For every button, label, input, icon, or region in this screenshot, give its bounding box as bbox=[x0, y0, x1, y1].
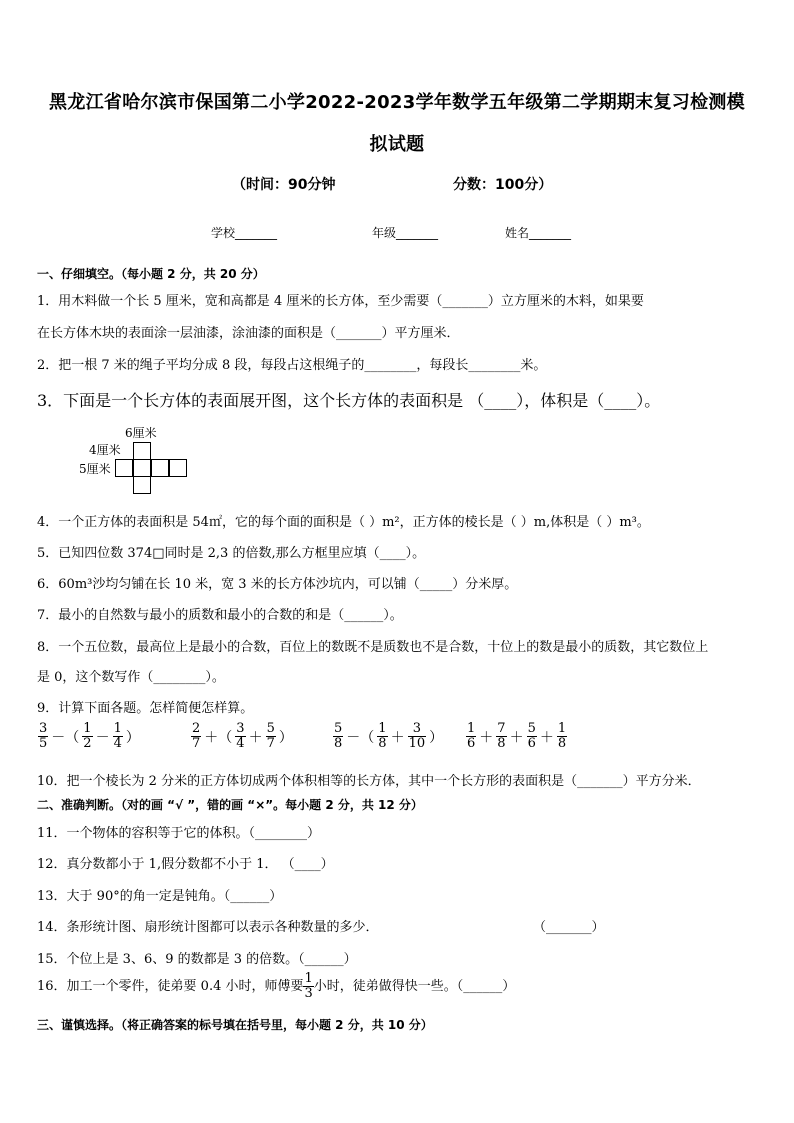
page-title: 黑龙江省哈尔滨市保国第二小学2022-2023学年数学五年级第二学期期末复习检测模 bbox=[49, 92, 745, 113]
fraction: $\frac{1}{8}$ bbox=[557, 721, 567, 751]
fraction: $\frac{3}{10}$ bbox=[408, 721, 426, 751]
fraction: $\frac{1}{8}$ bbox=[378, 721, 387, 751]
question-3: 3．下面是一个长方体的表面展开图，这个长方体的表面积是 （____），体积是（____）。 bbox=[37, 391, 661, 410]
net-face bbox=[133, 459, 151, 477]
fraction: $\frac{5}{7}$ bbox=[266, 721, 275, 751]
total-score: 分数：100分） bbox=[453, 177, 553, 193]
section-multiple-choice: 三、谨慎选择。（将正确答案的标号填在括号里，每小题 2 分，共 10 分） bbox=[37, 1018, 433, 1032]
question-7: 7．最小的自然数与最小的质数和最小的合数的和是（______）。 bbox=[37, 608, 403, 623]
cuboid-net-diagram bbox=[75, 424, 205, 500]
question-12: 12．真分数都小于 1,假分数都不小于 1． （____） bbox=[37, 857, 334, 872]
fraction: $\frac{2}{7}$ bbox=[192, 721, 201, 751]
question-16: 16．加工一个零件，徒弟要 0.4 小时，师傅要 $\frac{1}{3}$ 小时，徒弟做得快一些。（______） bbox=[37, 971, 516, 1001]
question-2: 2．把一根 7 米的绳子平均分成 8 段，每段占这根绳子的________，每段长________米。 bbox=[37, 358, 547, 373]
question-1-continued: 在长方体木块的表面涂一层油漆，涂油漆的面积是（_______）平方厘米． bbox=[37, 326, 460, 341]
net-length-label: 6厘米 bbox=[125, 426, 157, 440]
net-width-label: 4厘米 bbox=[89, 443, 121, 457]
fraction: $\frac{5}{8}$ bbox=[334, 721, 343, 751]
question-14: 14．条形统计图、扇形统计图都可以表示各种数量的多少． bbox=[37, 920, 379, 935]
net-face bbox=[133, 476, 151, 494]
question-13: 13．大于 90°的角一定是钝角。（______） bbox=[37, 889, 283, 904]
expression-1: $\frac{3}{5}$ －（ $\frac{1}{2}$ － $\frac{1}{4}$ ） bbox=[39, 721, 140, 751]
fraction: $\frac{7}{8}$ bbox=[497, 721, 506, 751]
fraction: $\frac{3}{4}$ bbox=[236, 721, 245, 751]
page-title-continued: 拟试题 bbox=[369, 134, 425, 155]
section-fill-in: 一、仔细填空。（每小题 2 分，共 20 分） bbox=[37, 267, 265, 281]
question-8: 8．一个五位数，最高位上是最小的合数，百位上的数既不是质数也不是合数，十位上的数是最小的质数，其它数位上 bbox=[37, 640, 709, 655]
expression-4: $\frac{1}{6}$ ＋ $\frac{7}{8}$ ＋ $\frac{5}{6}$ ＋ $\frac{1}{8}$ bbox=[467, 721, 567, 751]
net-face bbox=[169, 459, 187, 477]
question-6: 6．60m³沙均匀铺在长 10 米，宽 3 米的长方体沙坑内，可以铺（_____）分米厚。 bbox=[37, 577, 518, 592]
school-field[interactable]: 学校_______ bbox=[211, 226, 278, 240]
question-9: 9．计算下面各题。怎样简便怎样算。 bbox=[37, 701, 254, 716]
question-8-continued: 是 0，这个数写作（________）。 bbox=[37, 670, 225, 685]
time-limit: （时间：90分钟 bbox=[232, 177, 336, 193]
fraction: $\frac{3}{5}$ bbox=[39, 721, 48, 751]
net-face bbox=[115, 459, 133, 477]
net-height-label: 5厘米 bbox=[79, 462, 111, 476]
question-5: 5．已知四位数 374□同时是 2,3 的倍数,那么方框里应填（____）。 bbox=[37, 546, 426, 561]
question-11: 11．一个物体的容积等于它的体积。（________） bbox=[37, 826, 321, 841]
expression-3: $\frac{5}{8}$ －（ $\frac{1}{8}$ ＋ $\frac{3}{10}$ ） bbox=[334, 721, 444, 751]
question-15: 15．个位上是 3、6、9 的数都是 3 的倍数。（______） bbox=[37, 952, 357, 967]
question-14-answer-blank[interactable]: （_______） bbox=[533, 920, 605, 935]
fraction: $\frac{1}{2}$ bbox=[83, 721, 92, 751]
net-face bbox=[133, 442, 151, 460]
grade-field[interactable]: 年级_______ bbox=[372, 226, 439, 240]
question-4: 4．一个正方体的表面积是 54㎡，它的每个面的面积是（ ）m²，正方体的棱长是（ ）m,体积是（ ）m³。 bbox=[37, 515, 650, 530]
fraction: $\frac{1}{3}$ bbox=[304, 971, 313, 1001]
name-field[interactable]: 姓名_______ bbox=[505, 226, 572, 240]
section-true-false: 二、准确判断。（对的画 “√ ”，错的画 “×”。每小题 2 分，共 12 分） bbox=[37, 798, 423, 812]
question-1: 1．用木料做一个长 5 厘米，宽和高都是 4 厘米的长方体，至少需要（_______）立方厘米的木料，如果要 bbox=[37, 294, 644, 309]
fraction: $\frac{5}{6}$ bbox=[527, 721, 536, 751]
question-10: 10．把一个棱长为 2 分米的正方体切成两个体积相等的长方体，其中一个长方形的表面积是（_______）平方分米． bbox=[37, 774, 701, 789]
fraction: $\frac{1}{4}$ bbox=[113, 721, 122, 751]
net-face bbox=[151, 459, 169, 477]
fraction: $\frac{1}{6}$ bbox=[467, 721, 476, 751]
expression-2: $\frac{2}{7}$ ＋（ $\frac{3}{4}$ ＋ $\frac{5}{7}$ ） bbox=[192, 721, 293, 751]
